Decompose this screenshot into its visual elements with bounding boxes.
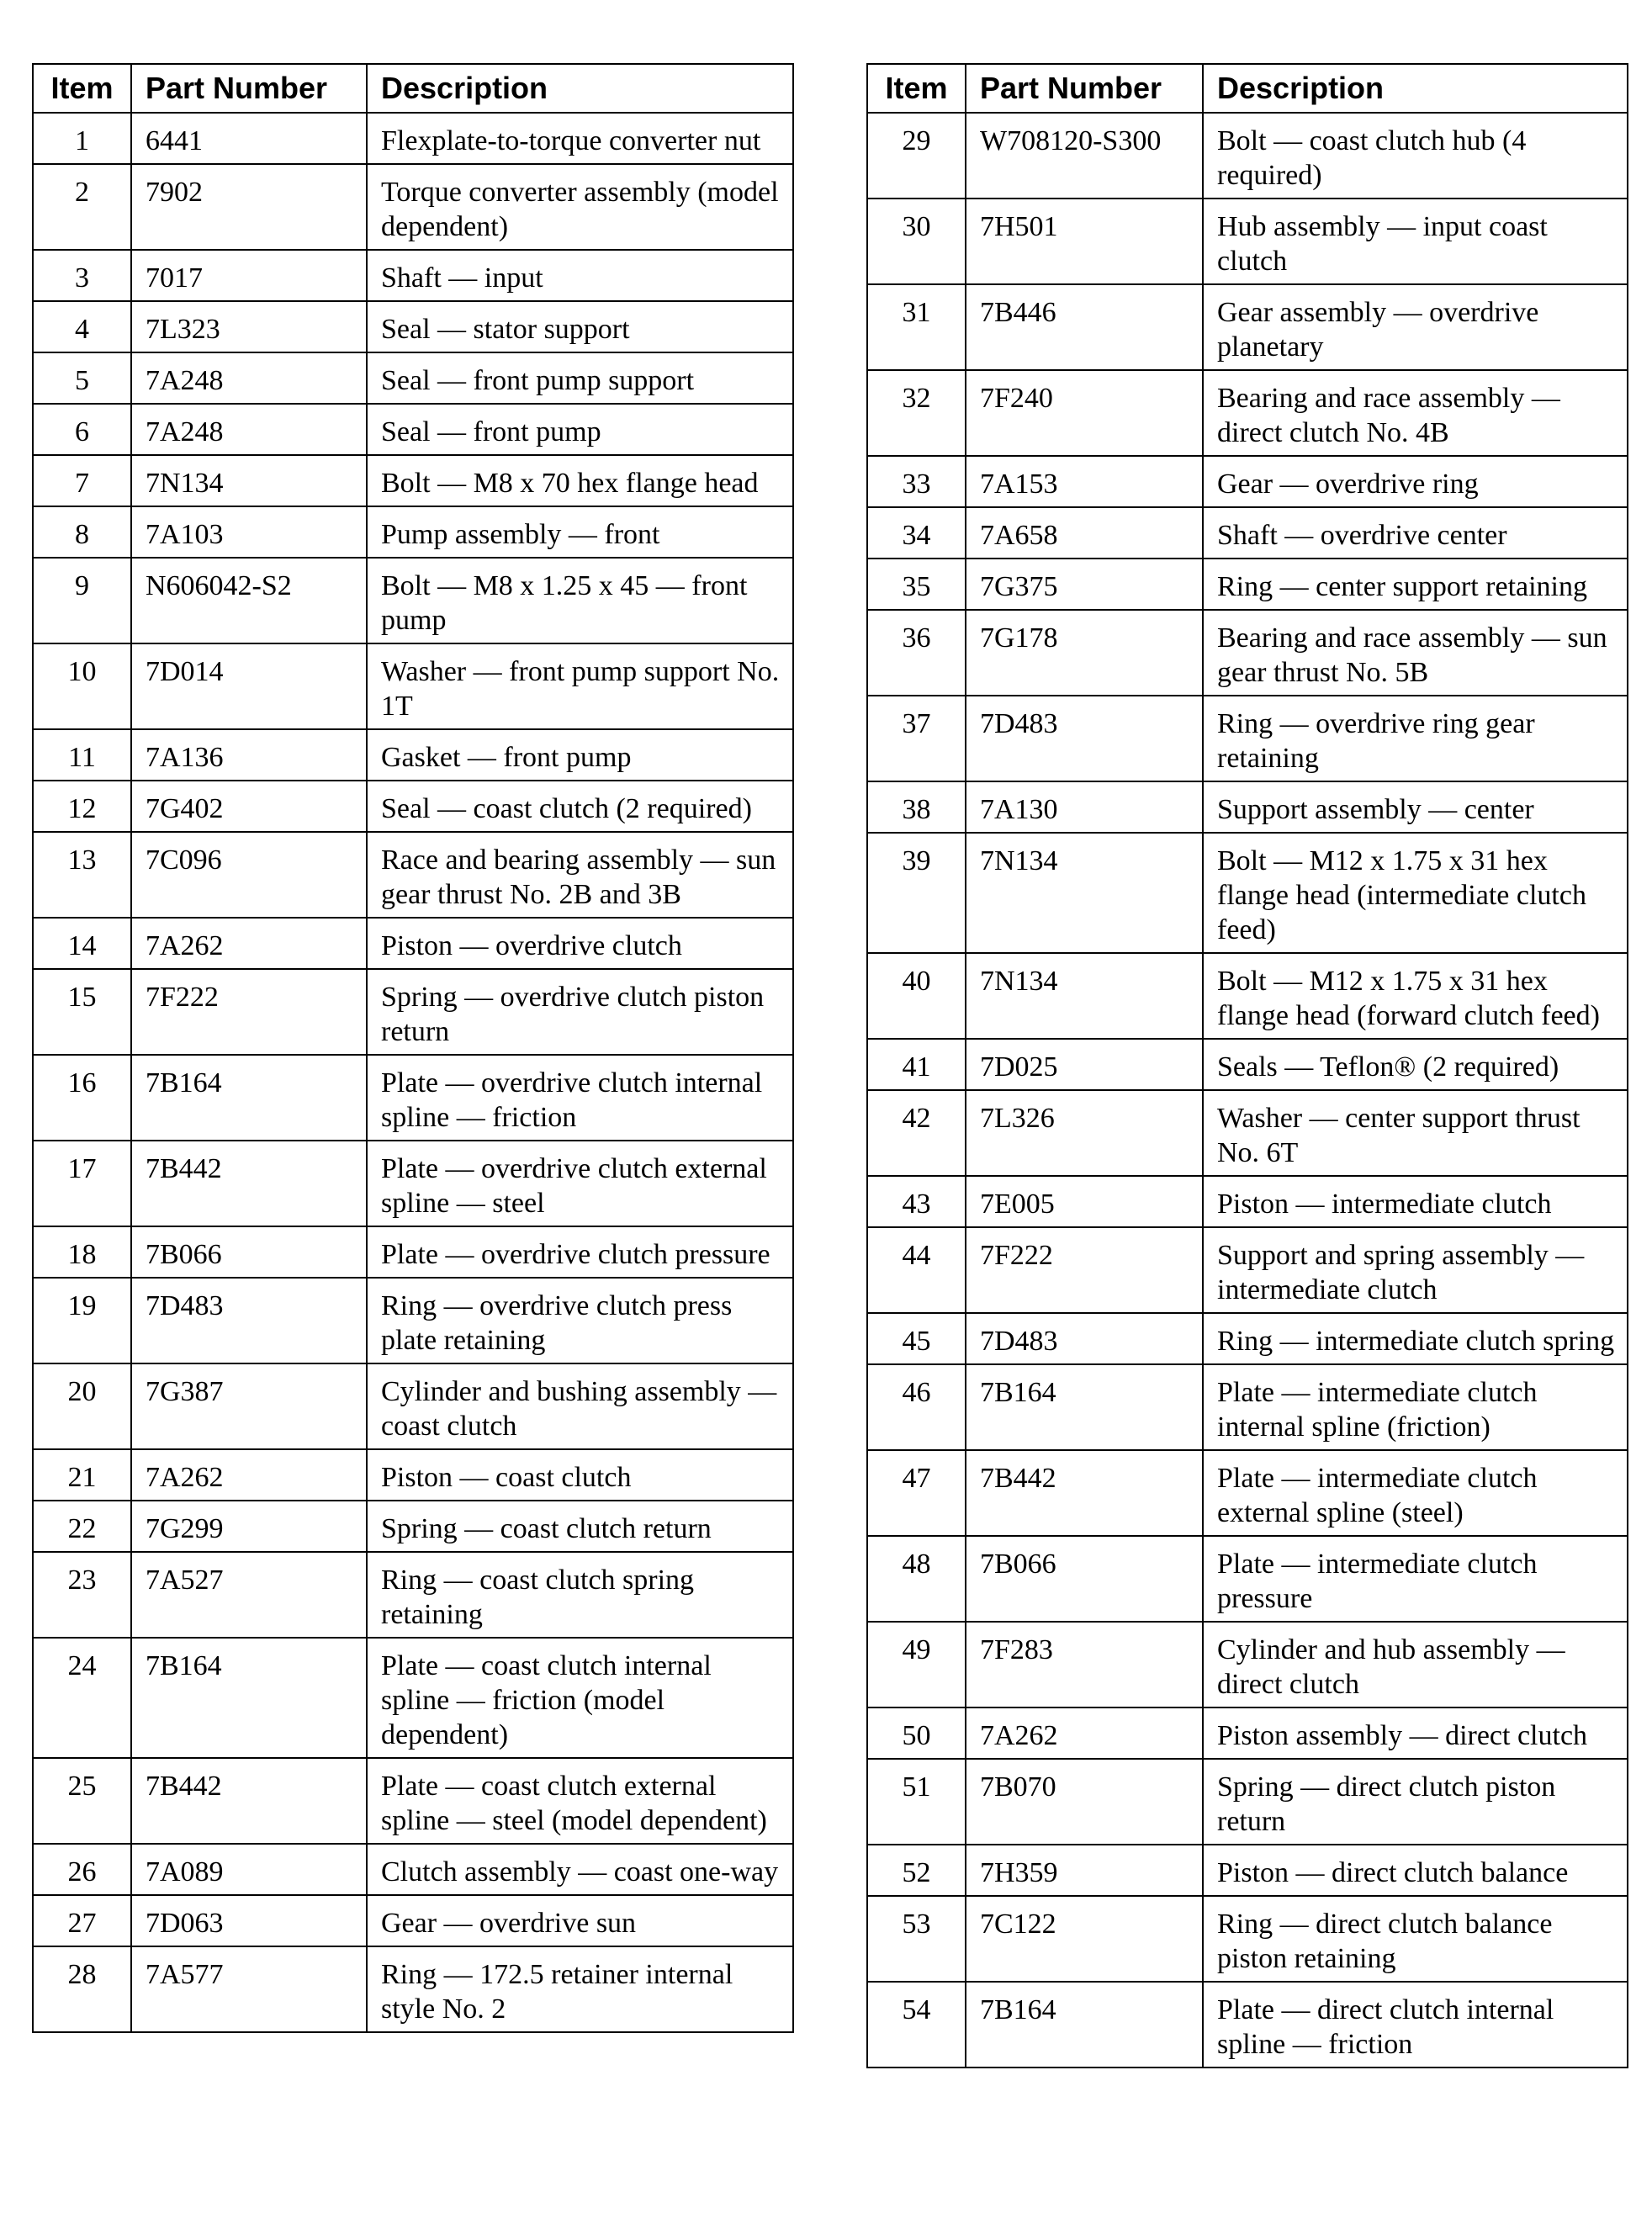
part-number-cell: 7L326 (966, 1090, 1203, 1176)
item-cell: 49 (867, 1622, 966, 1707)
part-number-cell: 7A136 (131, 729, 367, 781)
part-number-cell: 7A089 (131, 1844, 367, 1895)
part-number-cell: 7G375 (966, 559, 1203, 610)
table-row (33, 1552, 793, 1638)
item-cell: 15 (33, 969, 131, 1055)
table-row (33, 1055, 793, 1141)
part-number-cell: 7B164 (966, 1364, 1203, 1450)
part-number-cell: 7B066 (131, 1226, 367, 1278)
table-row (33, 301, 793, 352)
item-cell: 17 (33, 1141, 131, 1226)
description-cell: Gear assembly — overdrive planetary (1203, 284, 1628, 370)
table-row (33, 250, 793, 301)
item-cell: 16 (33, 1055, 131, 1141)
description-cell: Support assembly — center (1203, 781, 1628, 833)
part-number-cell: W708120-S300 (966, 113, 1203, 199)
part-number-cell: 7A658 (966, 507, 1203, 559)
parts-table-right (866, 63, 1628, 2068)
description-cell: Gear — overdrive ring (1203, 456, 1628, 507)
description-cell: Seal — front pump (367, 404, 793, 455)
description-cell: Cylinder and bushing assembly — coast clutch (367, 1363, 793, 1449)
part-number-cell: 7N134 (966, 953, 1203, 1039)
description-cell: Washer — front pump support No. 1T (367, 643, 793, 729)
part-number-cell: 7B070 (966, 1759, 1203, 1845)
item-cell: 22 (33, 1501, 131, 1552)
part-number-cell: 7G299 (131, 1501, 367, 1552)
item-cell: 45 (867, 1313, 966, 1364)
description-cell: Bolt — M8 x 1.25 x 45 — front pump (367, 558, 793, 643)
part-number-cell: 7A103 (131, 506, 367, 558)
description-cell: Bolt — M12 x 1.75 x 31 hex flange head (intermediate clutch feed) (1203, 833, 1628, 953)
description-cell: Seal — stator support (367, 301, 793, 352)
description-cell: Bolt — M8 x 70 hex flange head (367, 455, 793, 506)
description-cell: Support and spring assembly — intermediate clutch (1203, 1227, 1628, 1313)
item-cell: 2 (33, 164, 131, 250)
part-number-cell: 7N134 (966, 833, 1203, 953)
item-cell: 9 (33, 558, 131, 643)
table-row (33, 1501, 793, 1552)
item-cell: 50 (867, 1707, 966, 1759)
part-number-cell: 7N134 (131, 455, 367, 506)
item-cell: 38 (867, 781, 966, 833)
table-row (867, 1039, 1628, 1090)
table-row (33, 1844, 793, 1895)
part-number-cell: 7G387 (131, 1363, 367, 1449)
table-row (867, 1536, 1628, 1622)
part-number-cell: 7B442 (131, 1141, 367, 1226)
item-cell: 53 (867, 1896, 966, 1982)
part-number-cell: 7F222 (966, 1227, 1203, 1313)
item-cell: 21 (33, 1449, 131, 1501)
item-cell: 40 (867, 953, 966, 1039)
part-number-cell: 7D483 (966, 696, 1203, 781)
description-cell: Spring — overdrive clutch piston return (367, 969, 793, 1055)
item-cell: 44 (867, 1227, 966, 1313)
item-cell: 6 (33, 404, 131, 455)
part-number-cell: 7B164 (131, 1638, 367, 1758)
description-cell: Cylinder and hub assembly — direct clutch (1203, 1622, 1628, 1707)
table-row (33, 404, 793, 455)
description-cell: Ring — direct clutch balance piston retaining (1203, 1896, 1628, 1982)
item-cell: 37 (867, 696, 966, 781)
item-cell: 10 (33, 643, 131, 729)
table-row (33, 643, 793, 729)
table-row (33, 969, 793, 1055)
column-header-item: Item (33, 64, 131, 113)
item-cell: 47 (867, 1450, 966, 1536)
part-number-cell: 7C122 (966, 1896, 1203, 1982)
table-row (33, 1363, 793, 1449)
table-row (33, 1278, 793, 1363)
table-row (33, 781, 793, 832)
part-number-cell: 7G178 (966, 610, 1203, 696)
table-row (867, 1845, 1628, 1896)
table-row (867, 1313, 1628, 1364)
table-row (867, 1759, 1628, 1845)
description-cell: Pump assembly — front (367, 506, 793, 558)
item-cell: 36 (867, 610, 966, 696)
table-row (867, 559, 1628, 610)
item-cell: 24 (33, 1638, 131, 1758)
description-cell: Bearing and race assembly — direct clutch No. 4B (1203, 370, 1628, 456)
description-cell: Piston assembly — direct clutch (1203, 1707, 1628, 1759)
part-number-cell: 7D014 (131, 643, 367, 729)
item-cell: 27 (33, 1895, 131, 1946)
item-cell: 13 (33, 832, 131, 918)
table-row (867, 1982, 1628, 2068)
item-cell: 54 (867, 1982, 966, 2068)
description-cell: Spring — direct clutch piston return (1203, 1759, 1628, 1845)
item-cell: 46 (867, 1364, 966, 1450)
table-row (867, 199, 1628, 284)
part-number-cell: 7A527 (131, 1552, 367, 1638)
part-number-cell: 7H501 (966, 199, 1203, 284)
table-row (867, 1622, 1628, 1707)
part-number-cell: 7A262 (966, 1707, 1203, 1759)
part-number-cell: 7D483 (131, 1278, 367, 1363)
item-cell: 23 (33, 1552, 131, 1638)
part-number-cell: 7A262 (131, 918, 367, 969)
item-cell: 28 (33, 1946, 131, 2032)
table-row (867, 507, 1628, 559)
part-number-cell: 7A248 (131, 404, 367, 455)
table-row (33, 1895, 793, 1946)
description-cell: Plate — overdrive clutch external spline — steel (367, 1141, 793, 1226)
table-row (33, 1758, 793, 1844)
table-row (867, 953, 1628, 1039)
part-number-cell: 7A130 (966, 781, 1203, 833)
item-cell: 39 (867, 833, 966, 953)
description-cell: Torque converter assembly (model dependent) (367, 164, 793, 250)
item-cell: 41 (867, 1039, 966, 1090)
item-cell: 43 (867, 1176, 966, 1227)
description-cell: Gasket — front pump (367, 729, 793, 781)
item-cell: 32 (867, 370, 966, 456)
item-cell: 14 (33, 918, 131, 969)
table-row (33, 164, 793, 250)
description-cell: Ring — coast clutch spring retaining (367, 1552, 793, 1638)
item-cell: 4 (33, 301, 131, 352)
table-row (867, 1227, 1628, 1313)
description-cell: Plate — coast clutch external spline — steel (model dependent) (367, 1758, 793, 1844)
description-cell: Ring — intermediate clutch spring (1203, 1313, 1628, 1364)
description-cell: Ring — 172.5 retainer internal style No. 2 (367, 1946, 793, 2032)
description-cell: Piston — intermediate clutch (1203, 1176, 1628, 1227)
table-row (33, 1226, 793, 1278)
item-cell: 5 (33, 352, 131, 404)
description-cell: Plate — overdrive clutch pressure (367, 1226, 793, 1278)
item-cell: 8 (33, 506, 131, 558)
table-row (33, 506, 793, 558)
table-row (33, 1946, 793, 2032)
parts-table-body (867, 113, 1628, 2068)
part-number-cell: 6441 (131, 113, 367, 164)
description-cell: Plate — coast clutch internal spline — friction (model dependent) (367, 1638, 793, 1758)
part-number-cell: 7G402 (131, 781, 367, 832)
part-number-cell: 7B164 (131, 1055, 367, 1141)
part-number-cell: 7F283 (966, 1622, 1203, 1707)
description-cell: Bolt — M12 x 1.75 x 31 hex flange head (forward clutch feed) (1203, 953, 1628, 1039)
table-row (867, 1364, 1628, 1450)
item-cell: 31 (867, 284, 966, 370)
item-cell: 19 (33, 1278, 131, 1363)
part-number-cell: 7E005 (966, 1176, 1203, 1227)
part-number-cell: 7D063 (131, 1895, 367, 1946)
part-number-cell: 7A262 (131, 1449, 367, 1501)
header-row (867, 64, 1628, 113)
description-cell: Gear — overdrive sun (367, 1895, 793, 1946)
table-row (867, 456, 1628, 507)
description-cell: Piston — overdrive clutch (367, 918, 793, 969)
part-number-cell: 7L323 (131, 301, 367, 352)
item-cell: 29 (867, 113, 966, 199)
item-cell: 1 (33, 113, 131, 164)
item-cell: 7 (33, 455, 131, 506)
table-row (33, 113, 793, 164)
item-cell: 52 (867, 1845, 966, 1896)
table-row (33, 918, 793, 969)
item-cell: 33 (867, 456, 966, 507)
part-number-cell: 7A153 (966, 456, 1203, 507)
item-cell: 11 (33, 729, 131, 781)
table-row (867, 781, 1628, 833)
item-cell: 35 (867, 559, 966, 610)
table-row (867, 1176, 1628, 1227)
table-row (33, 832, 793, 918)
table-row (33, 1141, 793, 1226)
table-row (867, 696, 1628, 781)
part-number-cell: 7B066 (966, 1536, 1203, 1622)
description-cell: Piston — direct clutch balance (1203, 1845, 1628, 1896)
description-cell: Seals — Teflon® (2 required) (1203, 1039, 1628, 1090)
table-row (867, 1090, 1628, 1176)
description-cell: Plate — overdrive clutch internal spline — friction (367, 1055, 793, 1141)
description-cell: Plate — direct clutch internal spline — friction (1203, 1982, 1628, 2068)
table-row (33, 1449, 793, 1501)
description-cell: Plate — intermediate clutch internal spline (friction) (1203, 1364, 1628, 1450)
description-cell: Hub assembly — input coast clutch (1203, 199, 1628, 284)
item-cell: 3 (33, 250, 131, 301)
table-row (867, 610, 1628, 696)
description-cell: Flexplate-to-torque converter nut (367, 113, 793, 164)
part-number-cell: N606042-S2 (131, 558, 367, 643)
table-row (867, 284, 1628, 370)
part-number-cell: 7B164 (966, 1982, 1203, 2068)
description-cell: Clutch assembly — coast one-way (367, 1844, 793, 1895)
part-number-cell: 7A577 (131, 1946, 367, 2032)
part-number-cell: 7C096 (131, 832, 367, 918)
parts-table-left (32, 63, 794, 2033)
header-row (33, 64, 793, 113)
column-header-part-number: Part Number (131, 64, 367, 113)
description-cell: Shaft — overdrive center (1203, 507, 1628, 559)
table-row (867, 1450, 1628, 1536)
part-number-cell: 7B446 (966, 284, 1203, 370)
item-cell: 42 (867, 1090, 966, 1176)
part-number-cell: 7H359 (966, 1845, 1203, 1896)
part-number-cell: 7B442 (966, 1450, 1203, 1536)
description-cell: Washer — center support thrust No. 6T (1203, 1090, 1628, 1176)
description-cell: Ring — center support retaining (1203, 559, 1628, 610)
table-row (33, 729, 793, 781)
part-number-cell: 7F222 (131, 969, 367, 1055)
description-cell: Ring — overdrive ring gear retaining (1203, 696, 1628, 781)
description-cell: Ring — overdrive clutch press plate retaining (367, 1278, 793, 1363)
column-header-part-number: Part Number (966, 64, 1203, 113)
item-cell: 18 (33, 1226, 131, 1278)
description-cell: Plate — intermediate clutch pressure (1203, 1536, 1628, 1622)
column-header-description: Description (367, 64, 793, 113)
part-number-cell: 7902 (131, 164, 367, 250)
column-header-description: Description (1203, 64, 1628, 113)
description-cell: Shaft — input (367, 250, 793, 301)
part-number-cell: 7D025 (966, 1039, 1203, 1090)
item-cell: 30 (867, 199, 966, 284)
description-cell: Seal — coast clutch (2 required) (367, 781, 793, 832)
item-cell: 26 (33, 1844, 131, 1895)
part-number-cell: 7017 (131, 250, 367, 301)
description-cell: Seal — front pump support (367, 352, 793, 404)
description-cell: Bearing and race assembly — sun gear thrust No. 5B (1203, 610, 1628, 696)
description-cell: Piston — coast clutch (367, 1449, 793, 1501)
part-number-cell: 7A248 (131, 352, 367, 404)
description-cell: Race and bearing assembly — sun gear thrust No. 2B and 3B (367, 832, 793, 918)
item-cell: 51 (867, 1759, 966, 1845)
part-number-cell: 7D483 (966, 1313, 1203, 1364)
part-number-cell: 7F240 (966, 370, 1203, 456)
item-cell: 20 (33, 1363, 131, 1449)
item-cell: 34 (867, 507, 966, 559)
parts-table-body (33, 113, 793, 2032)
table-row (867, 833, 1628, 953)
part-number-cell: 7B442 (131, 1758, 367, 1844)
table-row (867, 370, 1628, 456)
description-cell: Spring — coast clutch return (367, 1501, 793, 1552)
column-header-item: Item (867, 64, 966, 113)
item-cell: 48 (867, 1536, 966, 1622)
item-cell: 12 (33, 781, 131, 832)
table-row (33, 352, 793, 404)
table-row (33, 455, 793, 506)
description-cell: Plate — intermediate clutch external spline (steel) (1203, 1450, 1628, 1536)
table-row (867, 1707, 1628, 1759)
table-row (33, 558, 793, 643)
table-row (33, 1638, 793, 1758)
table-row (867, 113, 1628, 199)
item-cell: 25 (33, 1758, 131, 1844)
description-cell: Bolt — coast clutch hub (4 required) (1203, 113, 1628, 199)
table-row (867, 1896, 1628, 1982)
